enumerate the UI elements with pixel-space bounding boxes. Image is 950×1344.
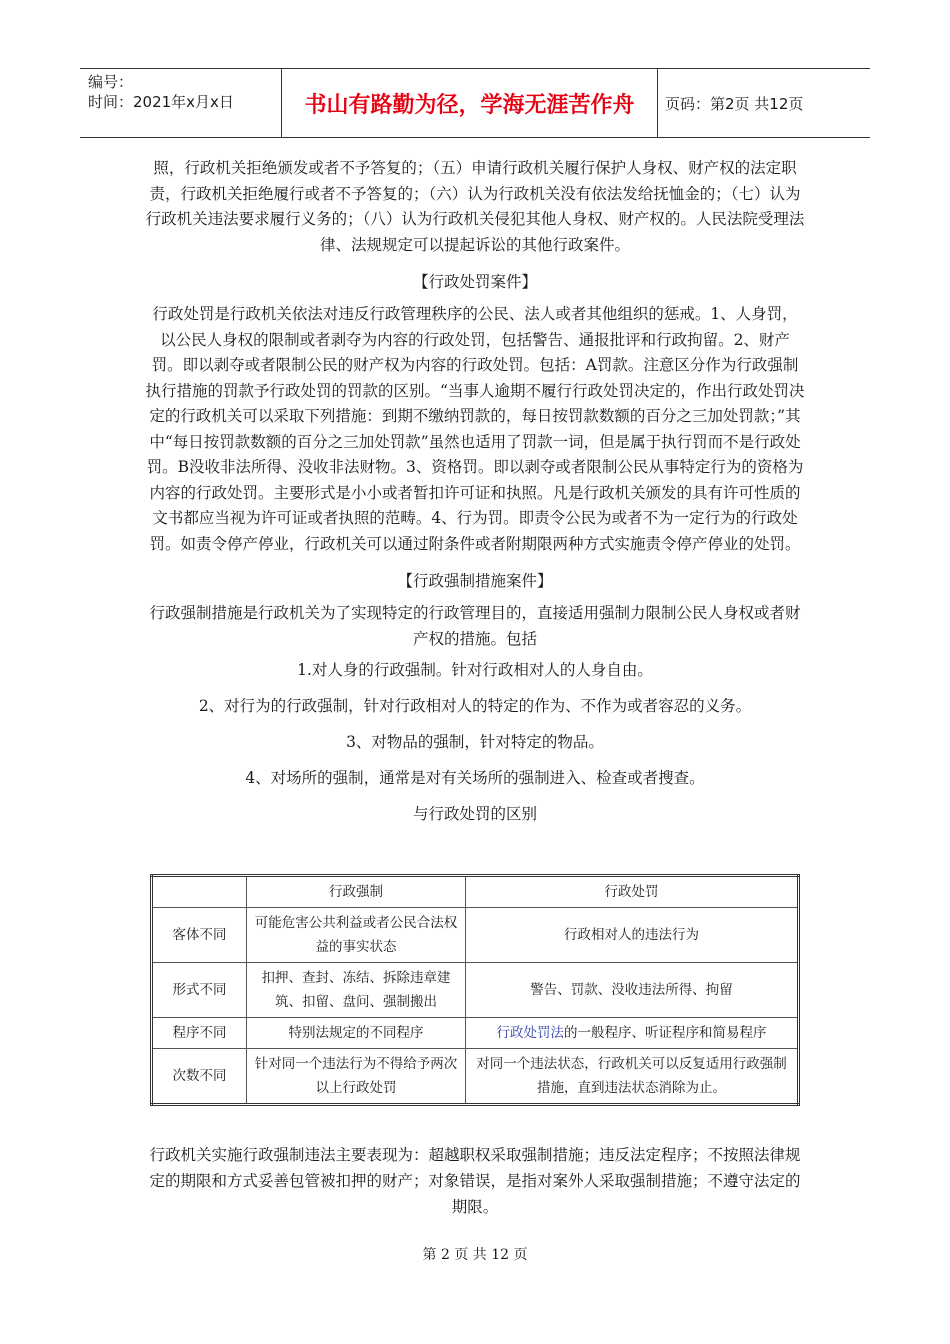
table-row xyxy=(152,1018,799,1049)
row-label: 形式不同 xyxy=(152,963,247,1018)
header-motto: 书山有路勤为径，学海无涯苦作舟 xyxy=(282,69,658,137)
cell-coercive: 扣押、查封、冻结、拆除违章建筑、扣留、盘问、强制搬出 xyxy=(247,963,466,1018)
header-meta xyxy=(80,69,282,137)
paragraph-coercive: 行政强制措施是行政机关为了实现特定的行政管理目的，直接适用强制力限制公民人身权或者财产权的措施。包括 xyxy=(149,604,801,648)
cell-penalty: 对同一个违法状态，行政机关可以反复适用行政强制措施，直到违法状态消除为止。 xyxy=(466,1049,799,1105)
table-header-row xyxy=(152,876,799,908)
row-label: 次数不同 xyxy=(152,1049,247,1105)
table-row xyxy=(152,1049,799,1105)
cell-penalty xyxy=(466,1018,799,1049)
comparison-table xyxy=(150,874,800,1106)
date-label: 时间：2021年x月x日 xyxy=(88,93,234,111)
paragraph-penalty: 行政处罚是行政机关依法对违反行政管理秩序的公民、法人或者其他组织的惩戒。1、人身罚，以公民人身权的限制或者剥夺为内容的行政处罚，包括警告、通报批评和行政拘留。2、财产罚。即以剥夺或者限制公民的财产权为内容的行政处罚。包括：A罚款。注意区分作为行政强制执行措施的罚款予行政处罚的罚款的区别。“当事人逾期不履行行政处罚决定的，作出行政处罚决定的行政机关可以采取下列措施：到期不缴纳罚款的，每日按罚款数额的百分之三加处罚款；”其中“每日按罚款数额的百分之三加处罚款”虽然也适用了罚款一词，但是属于执行罚而不是行政处罚。B没收非法所得、没收非法财物。3、资格罚。即以剥夺或者限制公民从事特定行为的资格为内容的行政处罚。主要形式是小小或者暂扣许可证和执照。凡是行政机关颁发的具有许可性质的文书都应当视为许可证或者执照的范畴。4、行为罚。即责令公民为或者不为一定行为的行政处罚。如责令停产停业，行政机关可以通过附条件或者附期限两种方式实施责令停产停业的处罚。 xyxy=(145,305,805,553)
table-header-cell: 行政强制 xyxy=(247,876,466,908)
document-body xyxy=(145,156,805,832)
table-header-cell xyxy=(152,876,247,908)
page-footer: 第 2 页 共 12 页 xyxy=(422,1247,528,1263)
table-header-cell: 行政处罚 xyxy=(466,876,799,908)
table-title: 与行政处罚的区别 xyxy=(412,805,537,823)
cell-penalty: 警告、罚款、没收违法所得、拘留 xyxy=(466,963,799,1018)
cell-penalty: 行政相对人的违法行为 xyxy=(466,908,799,963)
cell-penalty-text: 的一般程序、听证程序和简易程序 xyxy=(564,1025,767,1041)
page-header xyxy=(80,68,870,138)
list-item-3: 3、对物品的强制，针对特定的物品。 xyxy=(346,733,604,751)
row-label: 客体不同 xyxy=(152,908,247,963)
cell-coercive: 特别法规定的不同程序 xyxy=(247,1018,466,1049)
list-item-1: 1.对人身的行政强制。针对行政相对人的人身自由。 xyxy=(297,661,653,679)
table-row xyxy=(152,963,799,1018)
paragraph-closing: 行政机关实施行政强制违法主要表现为：超越职权采取强制措施；违反法定程序；不按照法律规定的期限和方式妥善包管被扣押的财产；对象错误，是指对案外人采取强制措施；不遵守法定的期限。 xyxy=(149,1145,801,1216)
section-heading-coercive: 【行政强制措施案件】 xyxy=(397,572,553,590)
row-label: 程序不同 xyxy=(152,1018,247,1049)
cell-coercive: 针对同一个违法行为不得给予两次以上行政处罚 xyxy=(247,1049,466,1105)
table-row xyxy=(152,908,799,963)
section-heading-penalty: 【行政处罚案件】 xyxy=(412,273,537,291)
number-label: 编号： xyxy=(88,73,134,91)
penalty-law-link[interactable]: 行政处罚法 xyxy=(496,1025,564,1041)
header-page-info: 页码：第2页 共12页 xyxy=(665,94,804,113)
paragraph-intro: 照，行政机关拒绝颁发或者不予答复的；（五）申请行政机关履行保护人身权、财产权的法定职责，行政机关拒绝履行或者不予答复的；（六）认为行政机关没有依法发给抚恤金的；（七）认为行政机关违法要求履行义务的；（八）认为行政机关侵犯其他人身权、财产权的。人民法院受理法律、法规规定可以提起诉讼的其他行政案件。 xyxy=(145,159,805,254)
list-item-4: 4、对场所的强制，通常是对有关场所的强制进入、检查或者搜查。 xyxy=(245,769,705,787)
list-item-2: 2、对行为的行政强制，针对行政相对人的特定的作为、不作为或者容忍的义务。 xyxy=(198,697,752,715)
cell-coercive: 可能危害公共利益或者公民合法权益的事实状态 xyxy=(247,908,466,963)
